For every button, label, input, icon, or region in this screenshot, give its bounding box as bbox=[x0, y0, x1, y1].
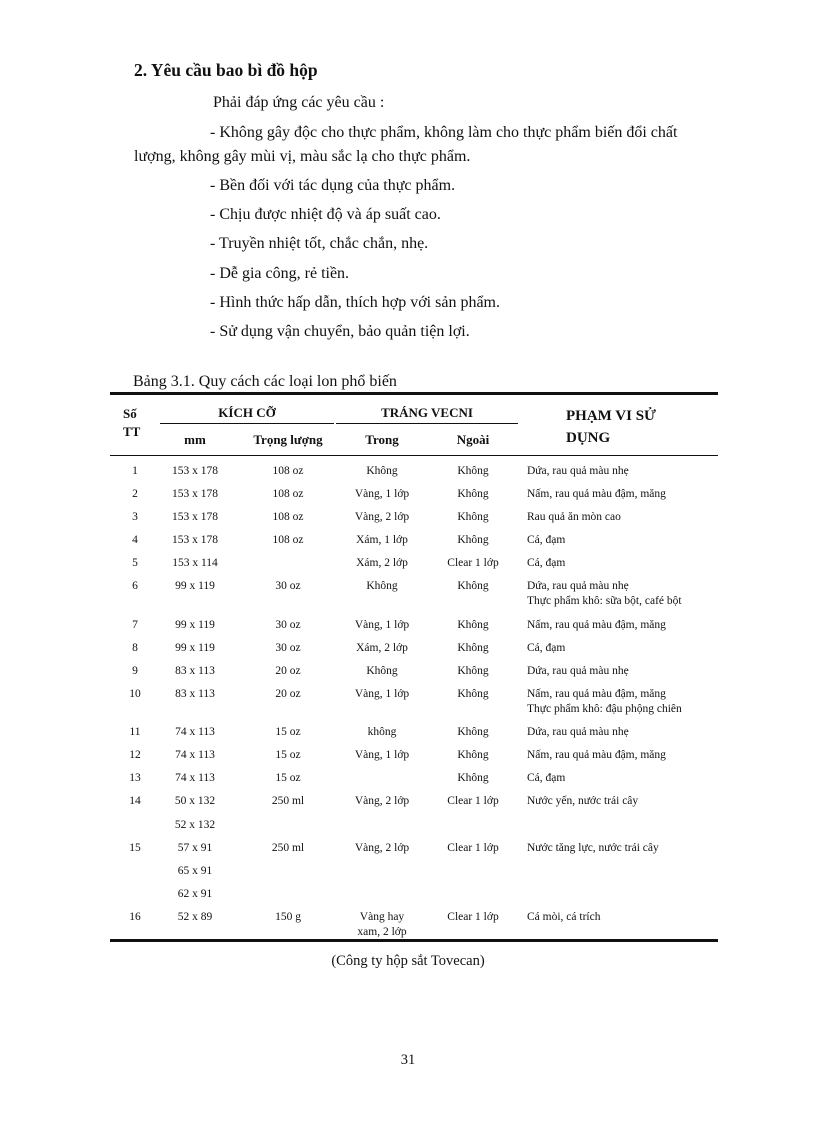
cell-coating-outside: Clear 1 lớp bbox=[447, 842, 499, 854]
cell-weight: 30 oz bbox=[275, 642, 301, 654]
cell-coating-inside: Vàng, 1 lớp bbox=[354, 488, 410, 500]
cell-row-number: 6 bbox=[132, 580, 138, 592]
requirement-item: - Dễ gia công, rẻ tiền. bbox=[210, 265, 350, 282]
requirement-item: - Không gây độc cho thực phẩm, không làm cho thực phẩm biến đổi chất bbox=[210, 124, 678, 141]
requirement-item: - Chịu được nhiệt độ và áp suất cao. bbox=[210, 206, 441, 223]
cell-coating-outside: Không bbox=[457, 642, 489, 654]
size-group-rule bbox=[160, 423, 334, 424]
cell-coating-inside: Vàng, 1 lớp bbox=[354, 619, 410, 631]
cell-size-mm: 74 x 113 bbox=[175, 749, 215, 761]
cell-usage-scope-line2: Thực phẩm khô: sữa bột, café bột bbox=[527, 595, 682, 607]
cell-weight: 15 oz bbox=[275, 726, 301, 738]
cell-size-mm: 83 x 113 bbox=[175, 665, 215, 677]
cell-coating-inside: Vàng hay bbox=[359, 911, 405, 923]
requirement-item: - Bền đối với tác dụng của thực phẩm. bbox=[210, 177, 456, 194]
requirement-item: - Truyền nhiệt tốt, chắc chắn, nhẹ. bbox=[210, 235, 429, 252]
cell-size-mm: 153 x 178 bbox=[172, 488, 218, 500]
cell-row-number: 1 bbox=[132, 465, 138, 477]
cell-usage-scope: Nấm, rau quả màu đậm, măng bbox=[527, 488, 666, 500]
cell-weight: 150 g bbox=[275, 911, 301, 923]
cell-coating-outside: Không bbox=[457, 488, 489, 500]
cell-coating-outside: Không bbox=[457, 772, 489, 784]
cell-coating-inside: Không bbox=[366, 580, 398, 592]
cell-coating-outside: Không bbox=[457, 619, 489, 631]
cell-row-number: 12 bbox=[129, 749, 141, 761]
cell-size-mm: 74 x 113 bbox=[175, 726, 215, 738]
cell-usage-scope: Cá, đạm bbox=[527, 772, 566, 784]
cell-coating-outside: Không bbox=[457, 511, 489, 523]
header-weight: Trọng lượng bbox=[253, 432, 323, 447]
cell-size-mm: 83 x 113 bbox=[175, 688, 215, 700]
cell-coating-inside-line2: xam, 2 lớp bbox=[357, 926, 407, 938]
cell-weight: 108 oz bbox=[272, 465, 304, 477]
section-heading: 2. Yêu cầu bao bì đồ hộp bbox=[134, 60, 318, 80]
cell-row-number: 8 bbox=[132, 642, 138, 654]
cell-row-number: 5 bbox=[132, 557, 138, 569]
cell-coating-outside: Không bbox=[457, 688, 489, 700]
cell-weight: 250 ml bbox=[271, 842, 305, 854]
cell-coating-inside: Không bbox=[366, 665, 398, 677]
cell-coating-inside: Xám, 1 lớp bbox=[356, 534, 408, 546]
cell-coating-outside: Clear 1 lớp bbox=[447, 795, 499, 807]
cell-weight: 250 ml bbox=[271, 795, 305, 807]
cell-weight: 15 oz bbox=[275, 772, 301, 784]
cell-usage-scope: Dứa, rau quả màu nhẹ bbox=[527, 726, 629, 738]
cell-weight: 108 oz bbox=[272, 534, 304, 546]
cell-coating-outside: Không bbox=[457, 534, 489, 546]
cell-row-number: 13 bbox=[129, 772, 141, 784]
header-size: KÍCH CỠ bbox=[218, 405, 276, 420]
cell-weight: 20 oz bbox=[275, 665, 301, 677]
cell-coating-outside: Không bbox=[457, 749, 489, 761]
header-no-line1: Số bbox=[123, 406, 137, 421]
cell-coating-outside: Không bbox=[457, 665, 489, 677]
intro-text: Phải đáp ứng các yêu cầu : bbox=[213, 94, 385, 111]
cell-row-number: 14 bbox=[129, 795, 141, 807]
cell-row-number: 4 bbox=[132, 534, 138, 546]
cell-size-mm: 65 x 91 bbox=[177, 865, 213, 877]
cell-coating-inside: Vàng, 2 lớp bbox=[354, 511, 410, 523]
cell-size-mm: 153 x 178 bbox=[172, 465, 218, 477]
cell-usage-scope: Nấm, rau quả màu đậm, măng bbox=[527, 749, 666, 761]
cell-coating-inside: Không bbox=[366, 465, 398, 477]
cell-usage-scope: Rau quả ăn mòn cao bbox=[527, 511, 621, 523]
cell-usage-scope-line2: Thực phẩm khô: đậu phộng chiên bbox=[527, 703, 682, 715]
cell-size-mm: 57 x 91 bbox=[177, 842, 213, 854]
cell-size-mm: 52 x 89 bbox=[177, 911, 213, 923]
cell-row-number: 10 bbox=[129, 688, 141, 700]
header-outside: Ngoài bbox=[456, 432, 490, 447]
cell-size-mm: 99 x 119 bbox=[175, 619, 215, 631]
cell-usage-scope: Cá, đạm bbox=[527, 534, 566, 546]
cell-row-number: 11 bbox=[129, 726, 141, 738]
cell-usage-scope: Dứa, rau quả màu nhẹ bbox=[527, 665, 629, 677]
cell-coating-inside: Xám, 2 lớp bbox=[356, 642, 408, 654]
cell-coating-outside: Clear 1 lớp bbox=[447, 557, 499, 569]
requirement-item: - Sử dụng vận chuyển, bảo quản tiện lợi. bbox=[210, 323, 470, 340]
cell-usage-scope: Cá, đạm bbox=[527, 642, 566, 654]
cell-size-mm: 153 x 178 bbox=[172, 534, 218, 546]
cell-coating-inside: không bbox=[367, 726, 397, 738]
cell-coating-outside: Không bbox=[457, 465, 489, 477]
cell-usage-scope: Dứa, rau quả màu nhẹ bbox=[527, 465, 629, 477]
cell-size-mm: 99 x 119 bbox=[175, 642, 215, 654]
cell-size-mm: 153 x 114 bbox=[172, 557, 218, 569]
cell-usage-scope: Nấm, rau quả màu đậm, măng bbox=[527, 619, 666, 631]
cell-coating-inside: Vàng, 1 lớp bbox=[354, 749, 410, 761]
table-caption: Bảng 3.1. Quy cách các loại lon phổ biến bbox=[133, 373, 397, 390]
cell-weight: 30 oz bbox=[275, 619, 301, 631]
cell-coating-outside: Không bbox=[457, 726, 489, 738]
cell-coating-outside: Clear 1 lớp bbox=[447, 911, 499, 923]
cell-weight: 20 oz bbox=[275, 688, 301, 700]
cell-usage-scope: Nấm, rau quả màu đậm, măng bbox=[527, 688, 666, 700]
header-inside: Trong bbox=[365, 432, 399, 447]
header-no-line2: TT bbox=[123, 424, 141, 439]
table-top-rule bbox=[110, 392, 718, 395]
cell-usage-scope: Cá, đạm bbox=[527, 557, 566, 569]
cell-coating-outside: Không bbox=[457, 580, 489, 592]
header-bottom-rule bbox=[110, 455, 718, 456]
cell-row-number: 3 bbox=[132, 511, 138, 523]
cell-usage-scope: Cá mòi, cá trích bbox=[527, 911, 601, 923]
coating-group-rule bbox=[336, 423, 518, 424]
cell-coating-inside: Vàng, 2 lớp bbox=[354, 795, 410, 807]
cell-coating-inside: Vàng, 1 lớp bbox=[354, 688, 410, 700]
cell-row-number: 9 bbox=[132, 665, 138, 677]
cell-usage-scope: Dứa, rau quả màu nhẹ bbox=[527, 580, 629, 592]
requirement-item-continuation: lượng, không gây mùi vị, màu sắc lạ cho thực phẩm. bbox=[134, 148, 471, 165]
cell-size-mm: 50 x 132 bbox=[174, 795, 216, 807]
header-no bbox=[123, 405, 140, 441]
cell-row-number: 16 bbox=[129, 911, 141, 923]
header-coating: TRÁNG VECNI bbox=[381, 405, 473, 420]
requirement-item: - Hình thức hấp dẫn, thích hợp với sản phẩm. bbox=[210, 294, 500, 311]
cell-coating-inside: Vàng, 2 lớp bbox=[354, 842, 410, 854]
cell-weight: 108 oz bbox=[272, 511, 304, 523]
cell-usage-scope: Nước yến, nước trái cây bbox=[527, 795, 639, 807]
cell-size-mm: 74 x 113 bbox=[175, 772, 215, 784]
header-mm: mm bbox=[184, 432, 206, 447]
cell-size-mm: 52 x 132 bbox=[174, 819, 216, 831]
cell-row-number: 15 bbox=[129, 842, 141, 854]
cell-usage-scope: Nước tăng lực, nước trái cây bbox=[527, 842, 659, 854]
table-source: (Công ty hộp sắt Tovecan) bbox=[331, 953, 485, 969]
cell-row-number: 2 bbox=[132, 488, 138, 500]
cell-coating-inside: Xám, 2 lớp bbox=[356, 557, 408, 569]
cell-weight: 30 oz bbox=[275, 580, 301, 592]
page-number: 31 bbox=[400, 1052, 416, 1068]
cell-size-mm: 62 x 91 bbox=[177, 888, 213, 900]
header-scope: PHẠM VI SỬ DỤNG bbox=[566, 408, 656, 446]
cell-weight: 15 oz bbox=[275, 749, 301, 761]
cell-weight: 108 oz bbox=[272, 488, 304, 500]
cell-row-number: 7 bbox=[132, 619, 138, 631]
cell-size-mm: 153 x 178 bbox=[172, 511, 218, 523]
cell-size-mm: 99 x 119 bbox=[175, 580, 215, 592]
